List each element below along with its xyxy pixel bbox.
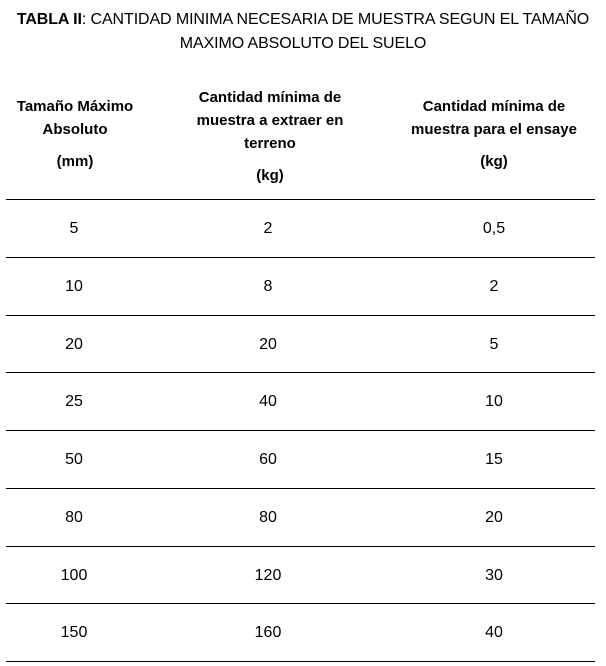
size-cell: 50 xyxy=(65,451,83,468)
row-divider xyxy=(6,488,595,489)
table-title xyxy=(0,8,606,56)
test-quantity-cell: 30 xyxy=(485,567,503,584)
header-size xyxy=(4,95,146,173)
table-title-label: TABLA II xyxy=(16,11,82,28)
table-title-text: CANTIDAD MINIMA NECESARIA DE MUESTRA SEGUN EL TAMAÑO MAXIMO ABSOLUTO DEL SUELO xyxy=(86,11,590,52)
field-quantity-cell: 2 xyxy=(263,220,273,237)
row-divider xyxy=(6,546,595,547)
field-quantity-cell: 8 xyxy=(263,278,273,295)
size-cell: 150 xyxy=(60,624,88,641)
row-divider xyxy=(6,603,595,604)
header-divider xyxy=(6,199,595,200)
row-divider xyxy=(6,372,595,373)
header-field-quantity-label: Cantidad mínima de muestra a extraer en terreno xyxy=(196,89,344,152)
field-quantity-cell: 40 xyxy=(259,393,277,410)
field-quantity-cell: 160 xyxy=(254,624,282,641)
test-quantity-cell: 20 xyxy=(485,509,503,526)
header-test-quantity-unit: (kg) xyxy=(480,153,508,170)
field-quantity-cell: 20 xyxy=(259,336,277,353)
field-quantity-cell: 80 xyxy=(259,509,277,526)
size-cell: 20 xyxy=(65,336,83,353)
size-cell: 100 xyxy=(60,567,88,584)
test-quantity-cell: 0,5 xyxy=(482,220,506,237)
header-size-unit: (mm) xyxy=(56,153,94,170)
test-quantity-cell: 10 xyxy=(485,393,503,410)
row-divider xyxy=(6,315,595,316)
header-test-quantity xyxy=(398,95,590,173)
test-quantity-cell: 2 xyxy=(489,278,499,295)
header-field-quantity xyxy=(180,86,360,187)
table-title-separator: : xyxy=(81,11,87,28)
size-cell: 10 xyxy=(65,278,83,295)
test-quantity-cell: 15 xyxy=(485,451,503,468)
test-quantity-cell: 5 xyxy=(489,336,499,353)
field-quantity-cell: 60 xyxy=(259,451,277,468)
test-quantity-cell: 40 xyxy=(485,624,503,641)
header-field-quantity-unit: (kg) xyxy=(256,167,284,184)
size-cell: 25 xyxy=(65,393,83,410)
row-divider xyxy=(6,430,595,431)
row-divider xyxy=(6,257,595,258)
field-quantity-cell: 120 xyxy=(254,567,282,584)
header-size-label: Tamaño Máximo Absoluto xyxy=(16,98,134,138)
size-cell: 80 xyxy=(65,509,83,526)
size-cell: 5 xyxy=(69,220,79,237)
header-test-quantity-label: Cantidad mínima de muestra para el ensaye xyxy=(411,98,577,138)
row-divider xyxy=(6,661,595,662)
